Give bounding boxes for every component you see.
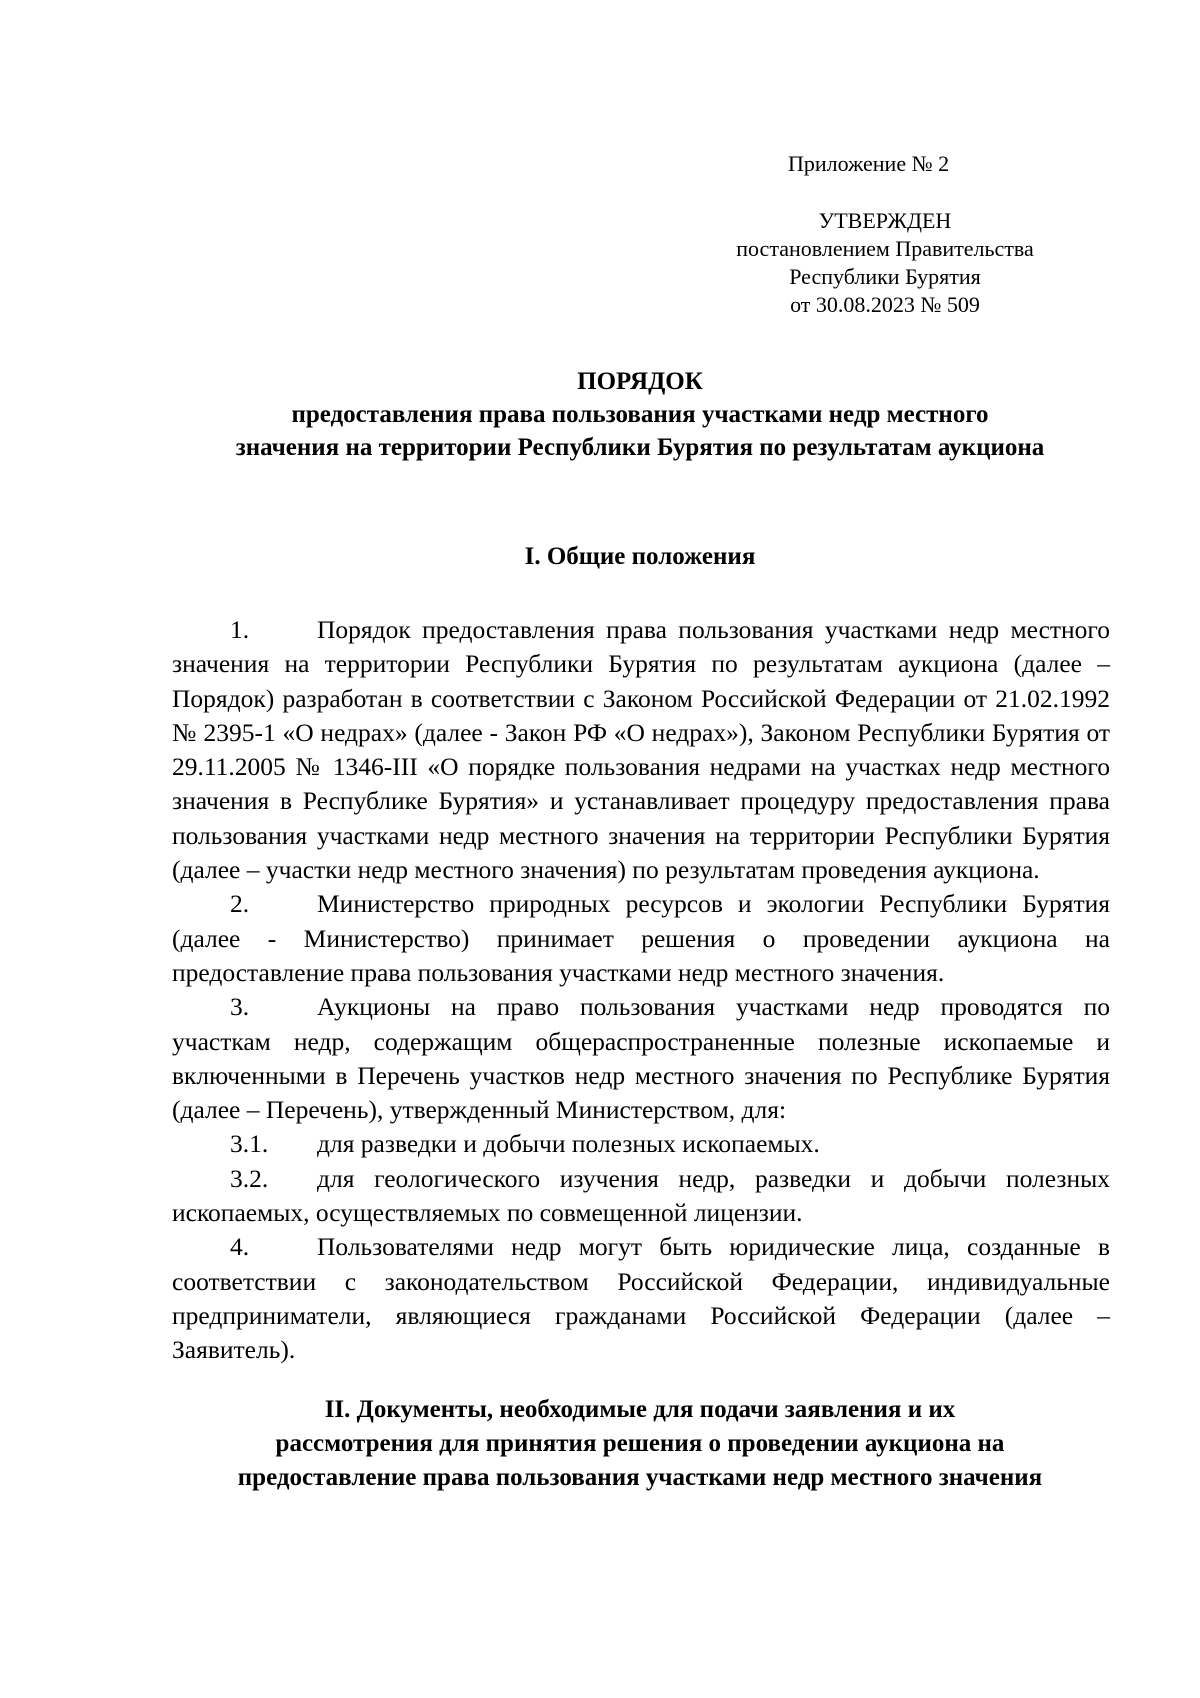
section1-heading — [170, 540, 1110, 574]
title-subtitle-line1: предоставления права пользования участками недр местного — [291, 401, 989, 428]
title-main: ПОРЯДОК — [577, 368, 703, 395]
paragraph-number: 1. — [230, 615, 250, 644]
approved-by-line2: Республики Бурятия — [789, 264, 981, 289]
section2-heading-line3: предоставление права пользования участками недр местного значения — [237, 1464, 1043, 1491]
paragraph-text: для геологического изучения недр, разведки и добычи полезных ископаемых, осуществляемых по совмещенной лицензии. — [172, 1163, 1110, 1228]
section2-heading-line2: рассмотрения для принятия решения о проведении аукциона на — [275, 1430, 1005, 1457]
approval-block — [695, 207, 1075, 319]
appendix-label: Приложение № 2 — [788, 151, 950, 176]
paragraph-3 — [172, 990, 1110, 1127]
paragraph-text: Аукционы на право пользования участками недр проводятся по участкам недр, содержащим общераспространенные полезные ископаемые и включенными в Перечень участков недр местного значения по Республике Бурятия (далее – Перечень), утвержденный Министерством, для: — [172, 992, 1110, 1125]
approved-date: от 30.08.2023 № 509 — [790, 292, 980, 317]
paragraph-text: Министерство природных ресурсов и экологии Республики Бурятия (далее - Министерство) принимает решения о проведении аукциона на предоставление права пользования участками недр местного значения. — [172, 889, 1110, 987]
paragraph-number: 3. — [230, 992, 250, 1022]
paragraph-3-1 — [172, 1127, 1110, 1161]
section1-heading-text: I. Общие положения — [524, 543, 756, 570]
paragraph-2 — [172, 887, 1110, 990]
paragraph-number: 2. — [230, 889, 250, 919]
paragraph-number: 3.1. — [230, 1129, 269, 1159]
title-subtitle-line2: значения на территории Республики Бурятия по результатам аукциона — [235, 434, 1045, 461]
paragraph-text: Пользователями недр могут быть юридические лица, созданные в соответствии с законодательством Российской Федерации, индивидуальные предприниматели, являющиеся гражданами Российской Федерации (далее – Заявитель). — [172, 1232, 1110, 1365]
approved-label: УТВЕРЖДЕН — [818, 208, 952, 233]
approved-by-line1: постановлением Правительства — [736, 236, 1034, 261]
paragraph-3-2 — [172, 1162, 1110, 1231]
paragraph-text: для разведки и добычи полезных ископаемых. — [317, 1129, 820, 1159]
paragraph-1 — [172, 613, 1110, 887]
section2-heading — [170, 1393, 1110, 1495]
section1-body — [172, 613, 1110, 1368]
paragraph-4 — [172, 1230, 1110, 1367]
paragraph-number: 3.2. — [230, 1163, 269, 1193]
document-title — [170, 365, 1110, 464]
paragraph-number: 4. — [230, 1232, 250, 1262]
section2-heading-line1: II. Документы, необходимые для подачи заявления и их — [324, 1396, 956, 1423]
paragraph-text: Порядок предоставления права пользования участками недр местного значения на территории Республики Бурятия по результатам аукциона (далее – Порядок) разработан в соответствии с Законом Российской Федерации от 21.02.1992 № 2395-1 «О недрах» (далее - Закон РФ «О недрах»), Законом Республики Бурятия от 29.11.2005 № 1346-III «О порядке пользования недрами на участках недр местного значения в Республике Бурятия» и устанавливает процедуру предоставления права пользования участками недр местного значения на территории Республики Бурятия (далее – участки недр местного значения) по результатам проведения аукциона. — [172, 615, 1110, 885]
